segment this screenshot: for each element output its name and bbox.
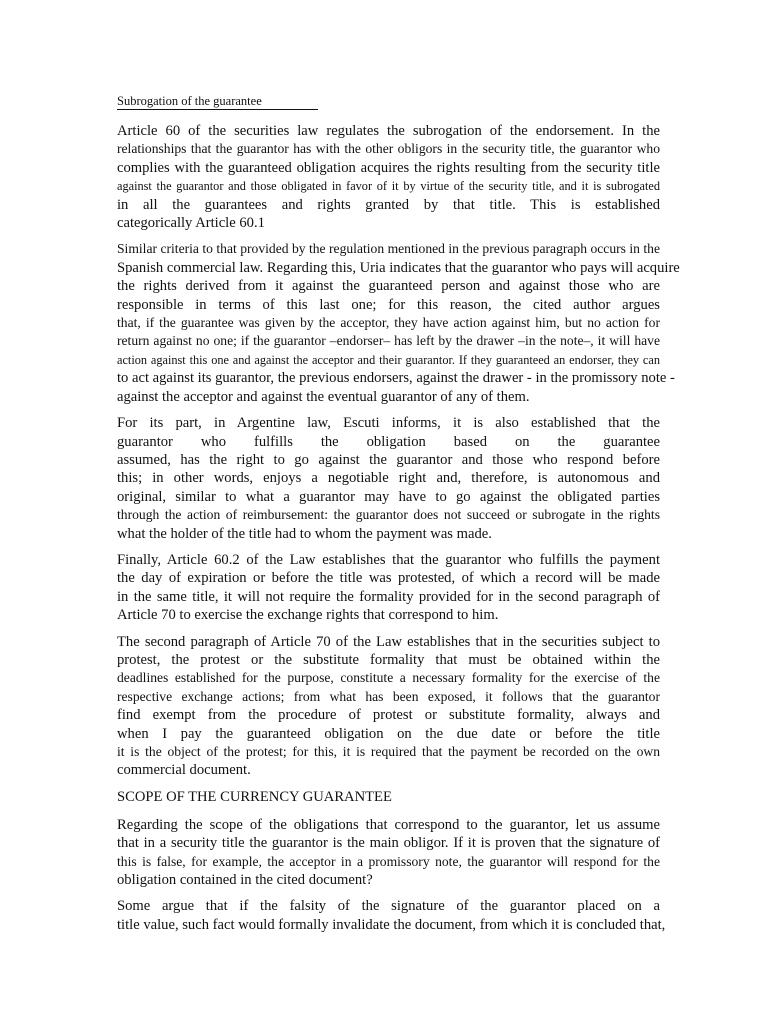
text-line: complies with the guaranteed obligation acquires the rights resulting from the security title <box>117 159 660 176</box>
text-line: relationships that the guarantor has with the other obligors in the security title, the guarantor who <box>117 141 660 157</box>
body-text <box>117 122 680 780</box>
text-line: Similar criteria to that provided by the regulation mentioned in the previous paragraph occurs in the <box>117 241 660 257</box>
text-line: Article 60 of the securities law regulates the subrogation of the endorsement. In the <box>117 123 660 139</box>
paragraph <box>117 897 666 934</box>
text-line: Article 70 to exercise the exchange rights that correspond to him. <box>117 607 499 624</box>
text-line: Finally, Article 60.2 of the Law establishes that the guarantor who fulfills the payment <box>117 551 660 568</box>
paragraph <box>117 816 660 890</box>
text-line: Some argue that if the falsity of the signature of the guarantor placed on a <box>117 898 660 915</box>
text-line: return against no one; if the guarantor –endorser– has left by the drawer –in the note–, it will have <box>117 333 660 349</box>
paragraph <box>117 240 680 406</box>
text-line: categorically Article 60.1 <box>117 215 265 232</box>
text-line: deadlines established for the purpose, constitute a necessary formality for the exercise of the <box>117 670 660 686</box>
text-line: action against this one and against the acceptor and their guarantor. If they guaranteed an endorser, they can <box>117 352 660 367</box>
text-line: The second paragraph of Article 70 of the Law establishes that in the securities subject to <box>117 633 660 650</box>
text-line: this; in other words, enjoys a negotiable right and, therefore, is autonomous and <box>117 470 660 487</box>
section-heading: Subrogation of the guarantee <box>117 93 318 110</box>
paragraph <box>117 414 660 543</box>
text-line: guarantor who fulfills the obligation based on the guarantee <box>117 433 660 450</box>
text-line: obligation contained in the cited document? <box>117 872 373 889</box>
text-line: when I pay the guaranteed obligation on the due date or before the title <box>117 725 660 742</box>
body-text-continued <box>117 816 666 934</box>
section-title: SCOPE OF THE CURRENCY GUARANTEE <box>117 788 392 805</box>
text-line: Regarding the scope of the obligations that correspond to the guarantor, let us assume <box>117 816 660 833</box>
text-line: what the holder of the title had to whom the payment was made. <box>117 525 492 542</box>
paragraph <box>117 122 660 232</box>
text-line: original, similar to what a guarantor may have to go against the obligated parties <box>117 488 660 505</box>
text-line: in the same title, it will not require the formality provided for in the second paragraph of <box>117 588 660 605</box>
text-line: commercial document. <box>117 762 251 779</box>
text-line: this is false, for example, the acceptor in a promissory note, the guarantor will respond for the <box>117 853 660 869</box>
text-line: protest, the protest or the substitute formality that must be obtained within the <box>117 651 660 668</box>
text-line: that in a security title the guarantor is the main obligor. If it is proven that the signature of <box>117 835 660 852</box>
text-line: it is the object of the protest; for this, it is required that the payment be recorded on the own <box>117 744 660 759</box>
text-line: in all the guarantees and rights granted by that title. This is established <box>117 196 660 213</box>
text-line: respective exchange actions; from what has been exposed, it follows that the guarantor <box>117 688 660 704</box>
text-line: title value, such fact would formally invalidate the document, from which it is concluded that, <box>117 916 666 933</box>
text-line: against the guarantor and those obligated in favor of it by virtue of the security title, and it is subrogated <box>117 179 660 194</box>
text-line: the rights derived from it against the guaranteed person and against those who are <box>117 278 660 295</box>
text-line: through the action of reimbursement: the guarantor does not succeed or subrogate in the rights <box>117 507 660 523</box>
text-line: against the acceptor and against the eventual guarantor of any of them. <box>117 388 530 405</box>
paragraph <box>117 551 660 625</box>
paragraph <box>117 633 660 780</box>
text-line: find exempt from the procedure of protest or substitute formality, always and <box>117 707 660 724</box>
text-line: the day of expiration or before the title was protested, of which a record will be made <box>117 570 660 587</box>
text-line: responsible in terms of this last one; for this reason, the cited author argues <box>117 296 660 313</box>
text-line: that, if the guarantee was given by the acceptor, they have action against him, but no action for <box>117 315 660 331</box>
text-line: to act against its guarantor, the previous endorsers, against the drawer - in the promissory note - <box>117 370 675 387</box>
text-line: assumed, has the right to go against the guarantor and those who respond before <box>117 451 660 468</box>
text-line: For its part, in Argentine law, Escuti informs, it is also established that the <box>117 415 660 432</box>
text-line: Spanish commercial law. Regarding this, Uria indicates that the guarantor who pays will acquire <box>117 259 680 276</box>
